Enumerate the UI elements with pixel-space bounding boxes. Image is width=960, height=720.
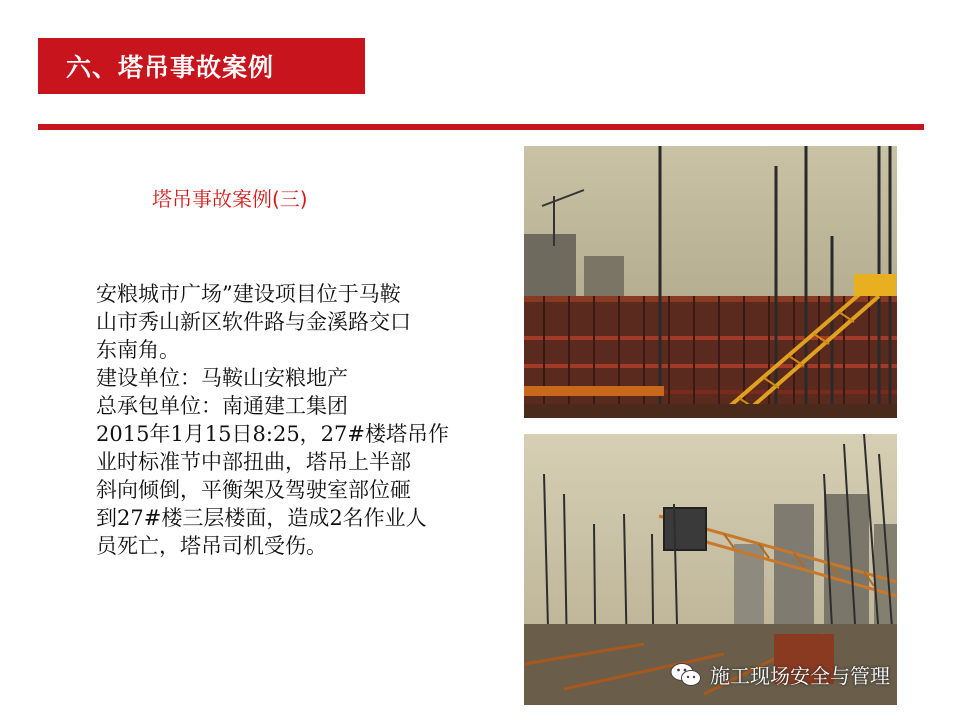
- description-line: 东南角。: [96, 338, 180, 362]
- description-line: 到27#楼三层楼面，造成2名作业人: [96, 506, 427, 530]
- watermark-text: 施工现场安全与管理: [710, 664, 890, 688]
- description-line: 建设单位：马鞍山安粮地产: [96, 366, 348, 390]
- case-subtitle: 塔吊事故案例(三): [152, 187, 308, 211]
- watermark: [670, 660, 890, 689]
- wechat-icon: [670, 662, 702, 688]
- section-title-banner: [38, 38, 365, 94]
- description-line: 总承包单位：南通建工集团: [96, 394, 348, 418]
- description-line: 员死亡，塔吊司机受伤。: [96, 534, 327, 558]
- description-line: 2015年1月15日8:25，27#楼塔吊作: [96, 422, 450, 446]
- description-line: 安粮城市广场”建设项目位于马鞍: [96, 282, 401, 306]
- case-description: [96, 280, 468, 560]
- description-line: 业时标准节中部扭曲，塔吊上半部: [96, 450, 411, 474]
- header-divider: [38, 124, 924, 130]
- section-title: 六、塔吊事故案例: [66, 53, 275, 82]
- description-line: 山市秀山新区软件路与金溪路交口: [96, 310, 411, 334]
- accident-photo-top: [524, 146, 897, 418]
- description-line: 斜向倾倒，平衡架及驾驶室部位砸: [96, 478, 411, 502]
